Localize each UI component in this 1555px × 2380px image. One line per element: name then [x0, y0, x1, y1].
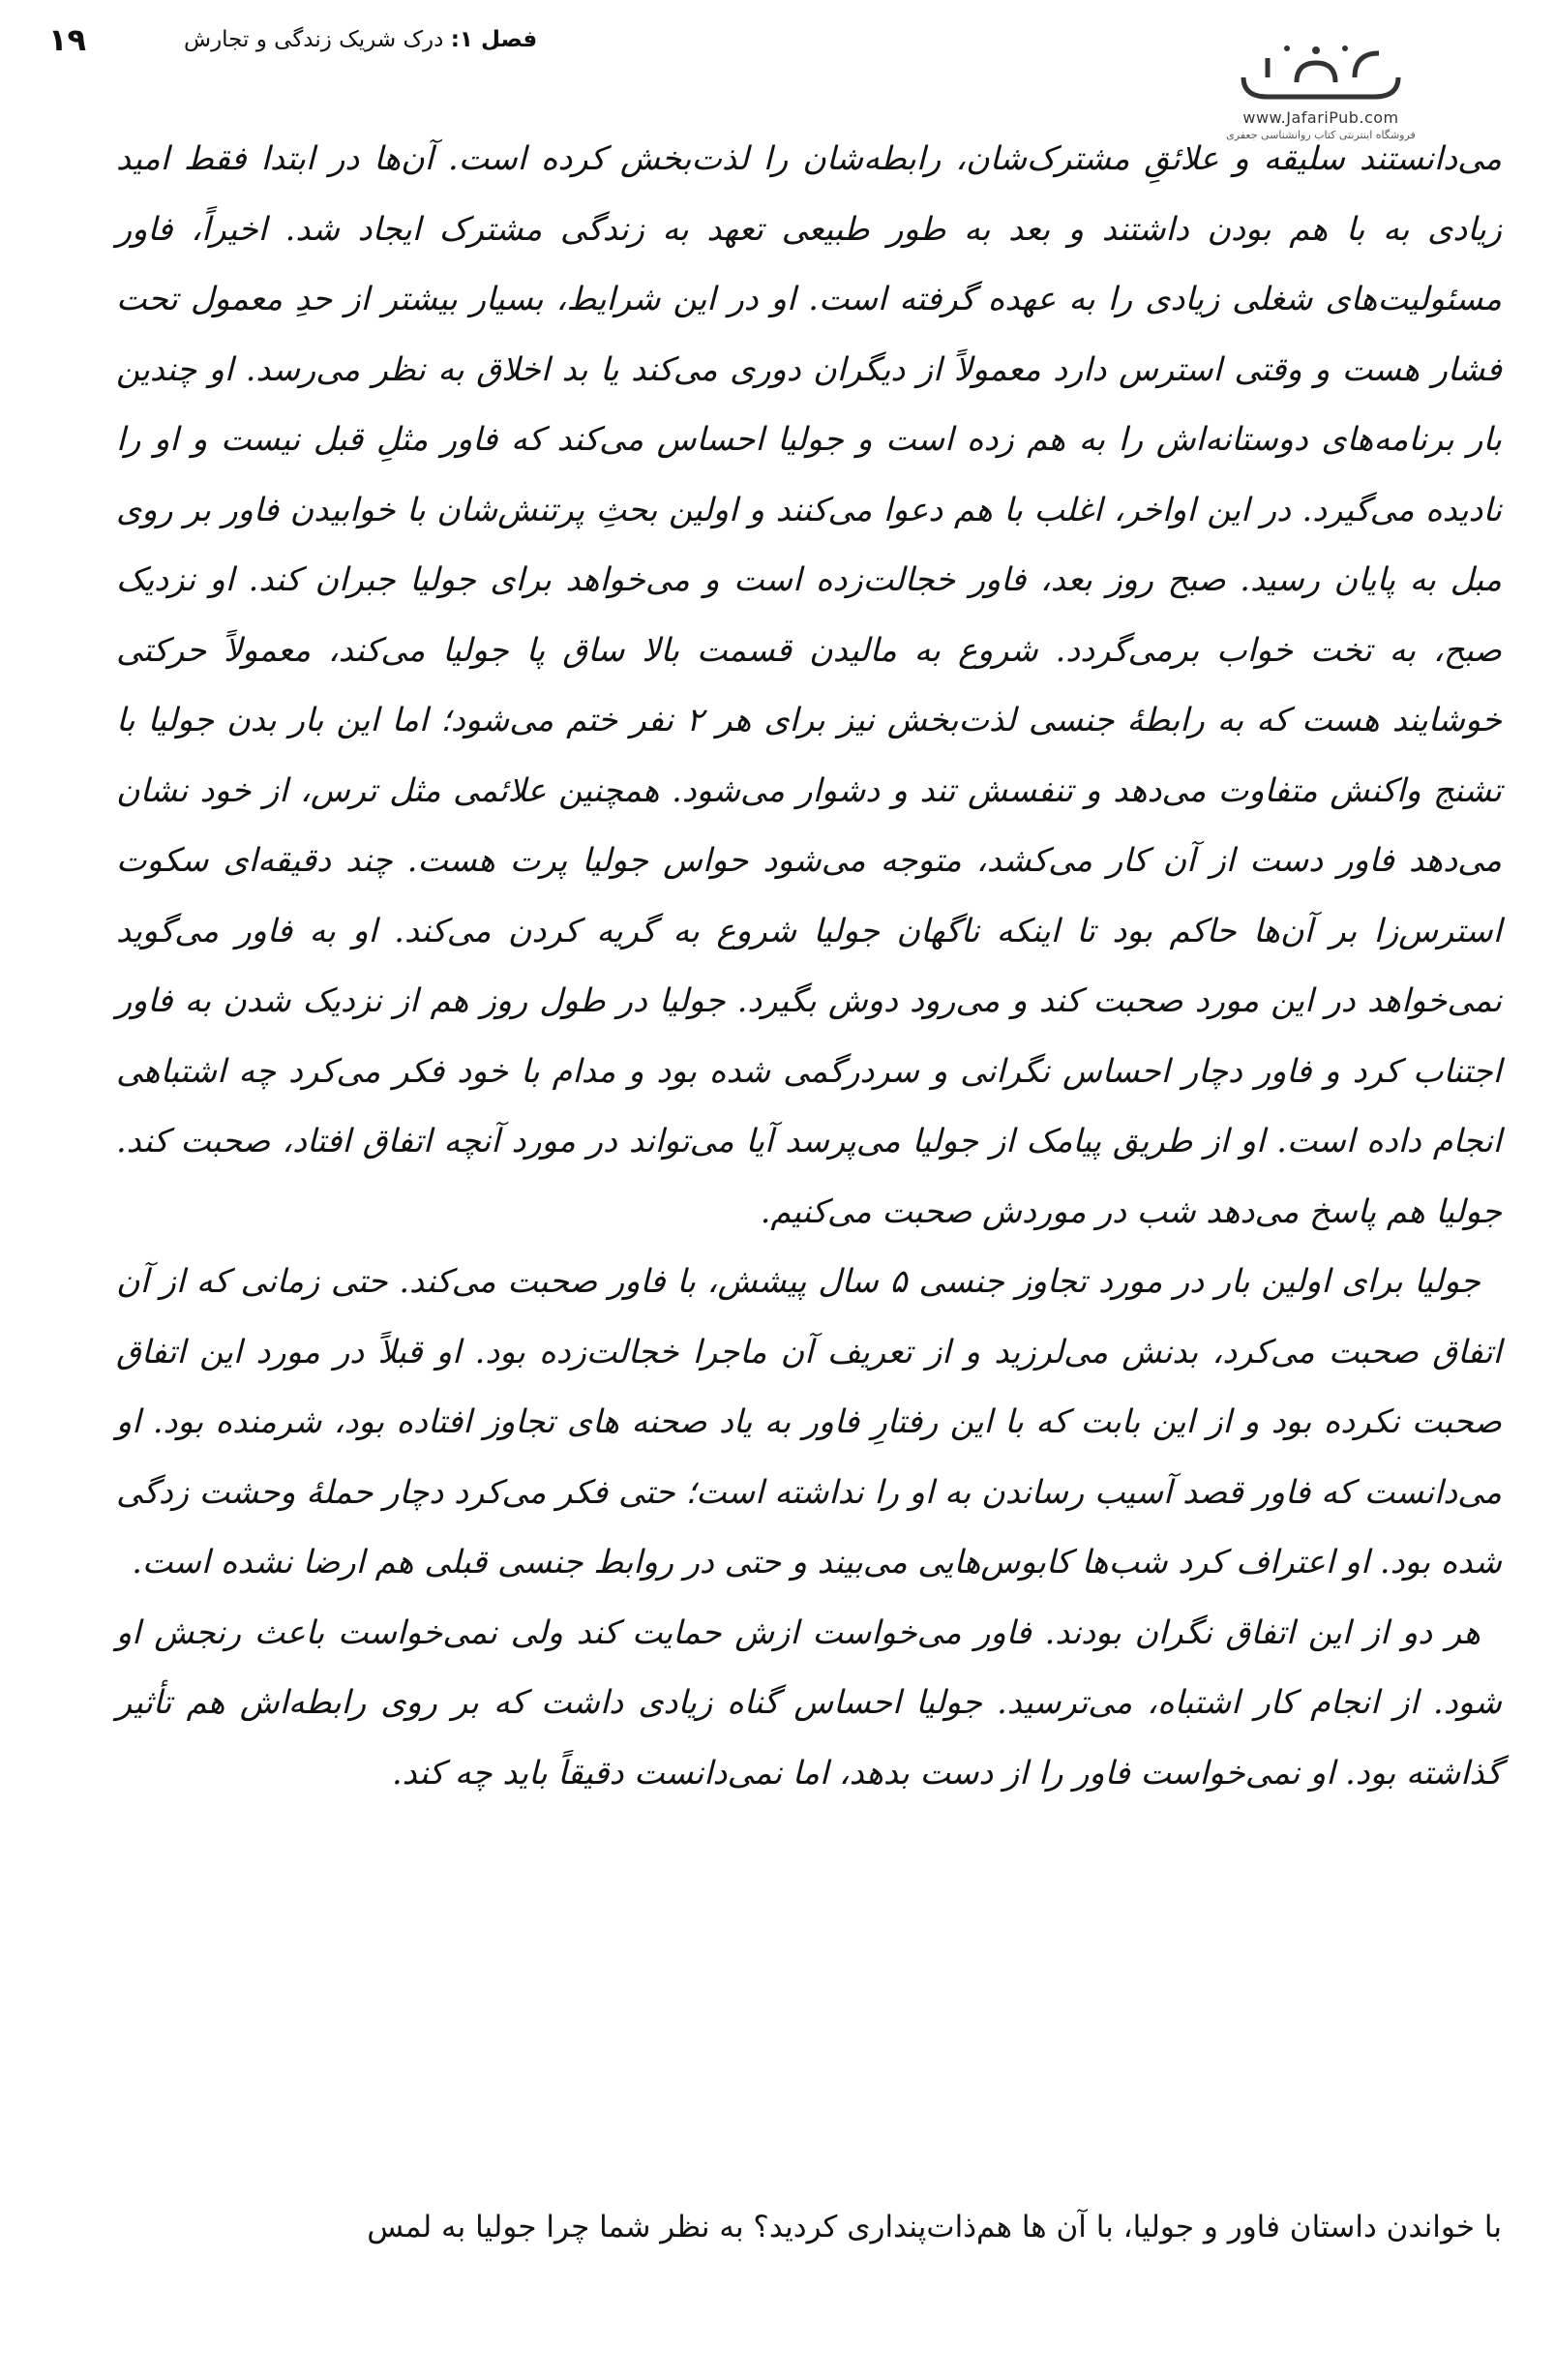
publisher-url: www.JafariPub.com	[1242, 108, 1399, 127]
chapter-title: درک شریک زندگی و تجارش	[184, 27, 444, 52]
case-study-text	[116, 124, 1502, 1808]
publisher-logo	[1229, 39, 1413, 106]
page-number: ۱۹	[48, 21, 87, 58]
chapter-label: فصل ۱:	[450, 27, 538, 52]
running-head	[184, 27, 537, 52]
reflection-question: با خواندن داستان فاور و جولیا، با آن ها هم‌ذات‌پنداری کردید؟ به نظر شما چرا جولیا به لمس	[367, 2210, 1502, 2244]
case-paragraph-2: جولیا برای اولین بار در مورد تجاوز جنسی ۵ سال پیشش، با فاور صحبت می‌کند. حتی زمانی که از آن اتفاق صحبت می‌کرد، بدنش می‌لرزید و از تعریف آن ماجرا خجالت‌زده بود. او قبلاً در مورد این اتفاق صحبت نکرده بود و از این بابت که با این رفتارِ فاور به یاد صحنه های تجاوز افتاده بود، شرمنده بود. او می‌دانست که فاور قصد آسیب رساندن به او را نداشته است؛ حتی فکر می‌کرد دچار حملهٔ وحشت زدگی شده بود. او اعتراف کرد شب‌ها کابوس‌هایی می‌بیند و حتی در روابط جنسی قبلی هم ارضا نشده است.	[116, 1262, 1502, 1581]
case-paragraph-3: هر دو از این اتفاق نگران بودند. فاور می‌خواست ازش حمایت کند ولی نمی‌خواست باعث رنجش او شود. از انجام کار اشتباه، می‌ترسید. جولیا احساس گناه زیادی داشت که بر روی رابطه‌اش هم تأثیر گذاشته بود. او نمی‌خواست فاور را از دست بدهد، اما نمی‌دانست دقیقاً باید چه کند.	[116, 1612, 1502, 1792]
case-paragraph-1: می‌دانستند سلیقه و علائقِ مشترک‌شان، رابطه‌شان را لذت‌بخش کرده است. آن‌ها در ابتدا فقط امید زیادی به با هم بودن داشتند و بعد به طور طبیعی تعهد به زندگی مشترک ایجاد شد. اخیراً، فاور مسئولیت‌های شغلی زیادی را به عهده گرفته است. او در این شرایط، بسیار بیشتر از حدِ معمول تحت فشار هست و وقتی استرس دارد معمولاً از دیگران دوری می‌کند یا بد اخلاق به نظر می‌رسد. او چندین بار برنامه‌های دوستانه‌اش را به هم زده است و جولیا احساس می‌کند که فاور مثلِ قبل نیست و او را نادیده می‌گیرد. در این اواخر، اغلب با هم دعوا می‌کنند و اولین بحثِ پرتنش‌شان با خوابیدن فاور بر روی مبل به پایان رسید. صبح روز بعد، فاور خجالت‌زده است و می‌خواهد برای جولیا جبران کند. او نزدیک صبح، به تخت خواب برمی‌گردد. شروع به مالیدن قسمت بالا ساق پا جولیا می‌کند، معمولاً حرکتی خوشایند هست که به رابطهٔ جنسی لذت‌بخش نیز برای هر ۲ نفر ختم می‌شود؛ اما این بار بدن جولیا با تشنج واکنش متفاوت می‌دهد و تنفسش تند و دشوار می‌شود. همچنین علائمی مثل ترس، از خود نشان می‌دهد فاور دست از آن کار می‌کشد، متوجه می‌شود حواس جولیا پرت هست. چند دقیقه‌ای سکوت استرس‌زا بر آن‌ها حاکم بود تا اینکه ناگهان جولیا شروع به گریه کردن می‌کند. او به فاور می‌گوید نمی‌خواهد در این مورد صحبت کند و می‌رود دوش بگیرد. جولیا در طول روز هم از نزدیک شدن به فاور اجتناب کرد و فاور دچار احساس نگرانی و سردرگمی شده بود و مدام با خود فکر می‌کرد چه اشتباهی انجام داده است. او از طریق پیامک از جولیا می‌پرسد آیا می‌تواند در مورد آنچه اتفاق افتاد، صحبت کند. جولیا هم پاسخ می‌دهد شب در موردش صحبت می‌کنیم.	[116, 139, 1502, 1230]
publisher-caption: فروشگاه اینترنتی کتاب روانشناسی جعفری	[1226, 129, 1416, 141]
